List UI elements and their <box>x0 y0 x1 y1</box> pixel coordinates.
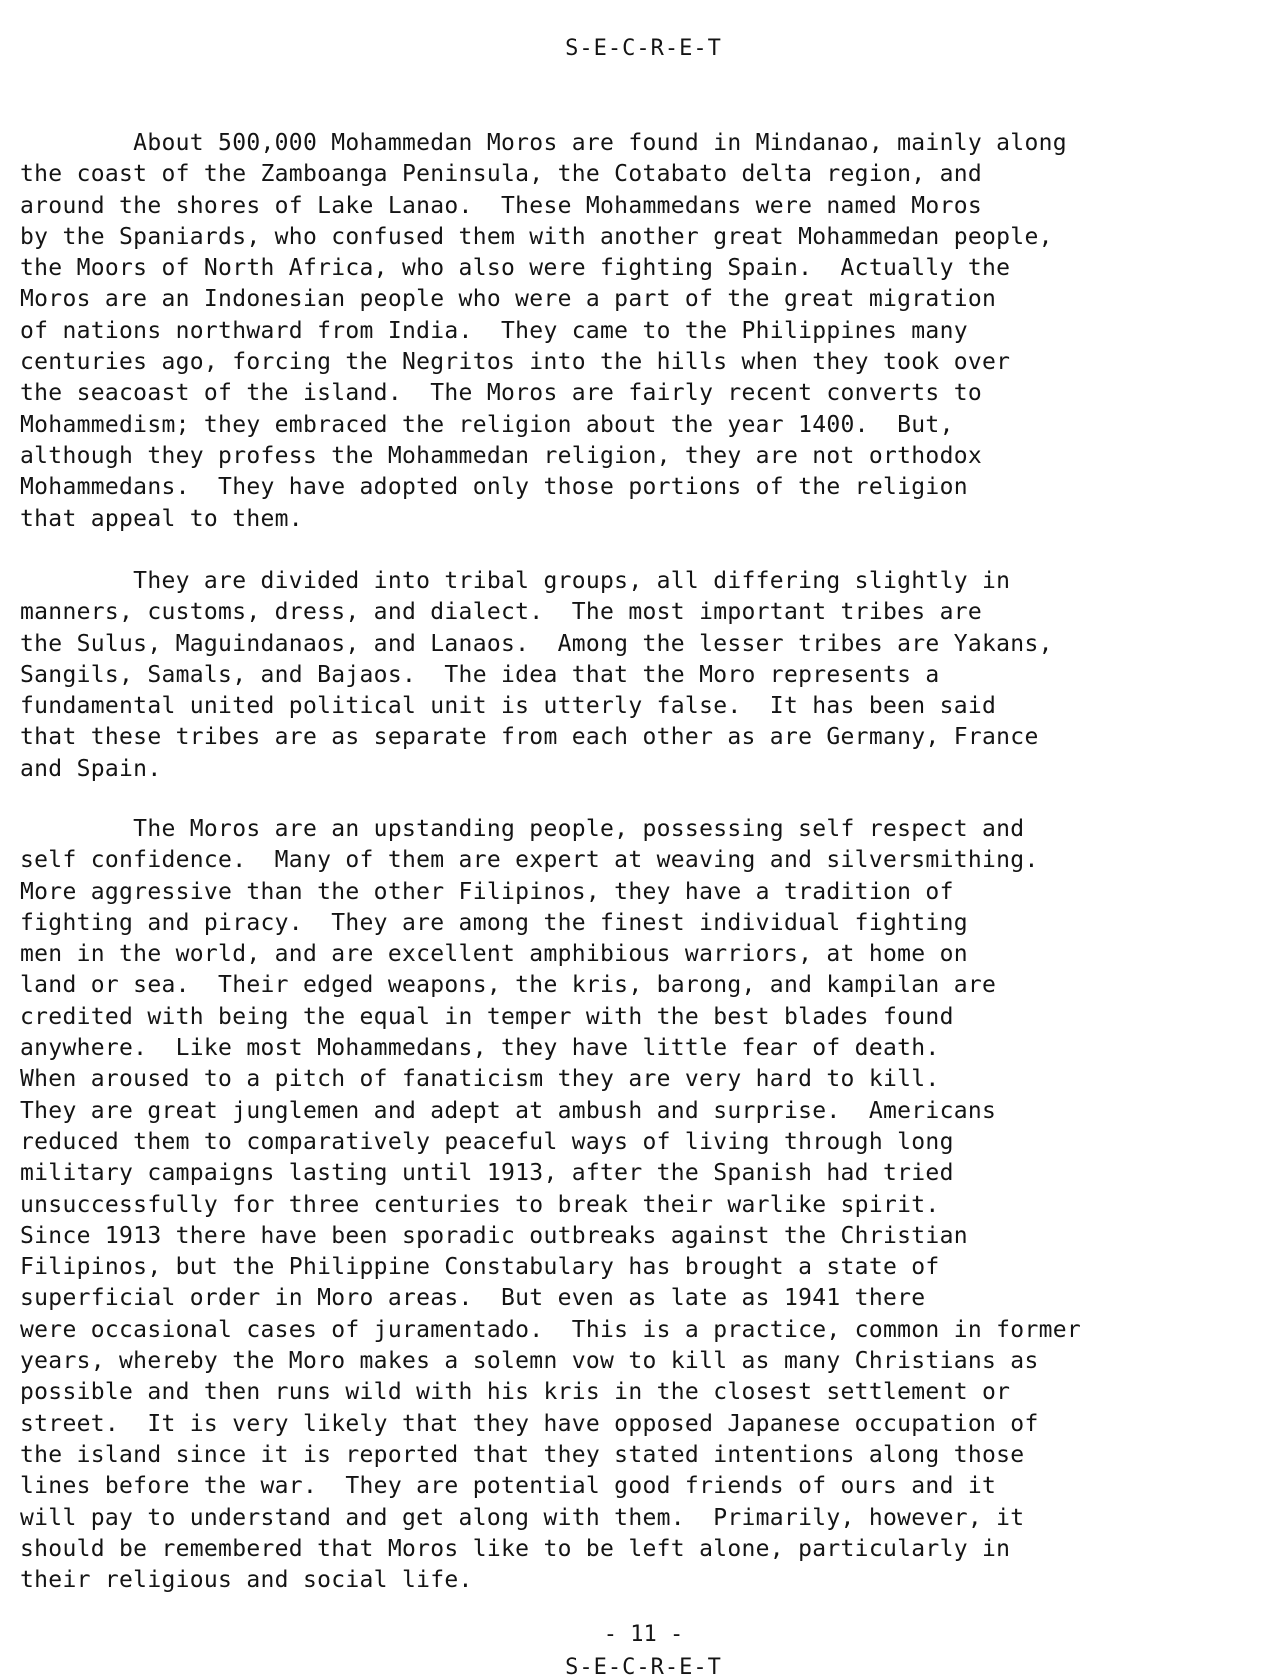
paragraph-moros-origin: About 500,000 Mohammedan Moros are found in Mindanao, mainly along the coast of the Zamboanga Peninsula, the Cotabato delta region, and around the shores of Lake Lanao. These Mohammedans were named Moros by the Spaniards, who confused them with another great Mohammedan people, the Moors of North Africa, who also were fighting Spain. Actually the Moros are an Indonesian people who were a part of the great migration of nations northward from India. They came to the Philippines many centuries ago, forcing the Negritos into the hills when they took over the seacoast of the island. The Moros are fairly recent converts to Mohammedism; they embraced the religion about the year 1400. But, although they profess the Mohammedan religion, they are not orthodox Mohammedans. They have adopted only those portions of the religion that appeal to them. <box>20 130 1067 532</box>
page-number: - 11 - <box>603 1622 684 1647</box>
classification-footer: S-E-C-R-E-T <box>565 1655 722 1680</box>
paragraph-tribal-groups: They are divided into tribal groups, all differing slightly in manners, customs, dress, and dialect. The most important tribes are the Sulus, Maguindanaos, and Lanaos. Among the lesser tribes are Yakans, Sangils, Samals, and Bajaos. The idea that the Moro represents a fundamental united political unit is utterly false. It has been said that these tribes are as separate from each other as are Germany, France and Spain. <box>20 568 1053 782</box>
paragraph-moro-character: The Moros are an upstanding people, possessing self respect and self confidence. Many of them are expert at weaving and silversmithing. More aggressive than the other Filipinos, they have a tradition of fighting and piracy. They are among the finest individual fighting men in the world, and are excellent amphibious warriors, at home on land or sea. Their edged weapons, the kris, barong, and kampilan are credited with being the equal in temper with the best blades found anywhere. Like most Mohammedans, they have little fear of death. When aroused to a pitch of fanaticism they are very hard to kill. They are great junglemen and adept at ambush and surprise. Americans reduced them to comparatively peaceful ways of living through long military campaigns lasting until 1913, after the Spanish had tried unsuccessfully for three centuries to break their warlike spirit. Since 1913 there have been sporadic outbreaks against the Christian Filipinos, but the Philippine Constabulary has brought a state of superficial order in Moro areas. But even as late as 1941 there were occasional cases of juramentado. This is a practice, common in former years, whereby the Moro makes a solemn vow to kill as many Christians as possible and then runs wild with his kris in the closest settlement or street. It is very likely that they have opposed Japanese occupation of the island since it is reported that they stated intentions along those lines before the war. They are potential good friends of ours and it will pay to understand and get along with them. Primarily, however, it should be remembered that Moros like to be left alone, particularly in their religious and social life. <box>20 816 1082 1594</box>
classification-header: S-E-C-R-E-T <box>565 36 722 61</box>
